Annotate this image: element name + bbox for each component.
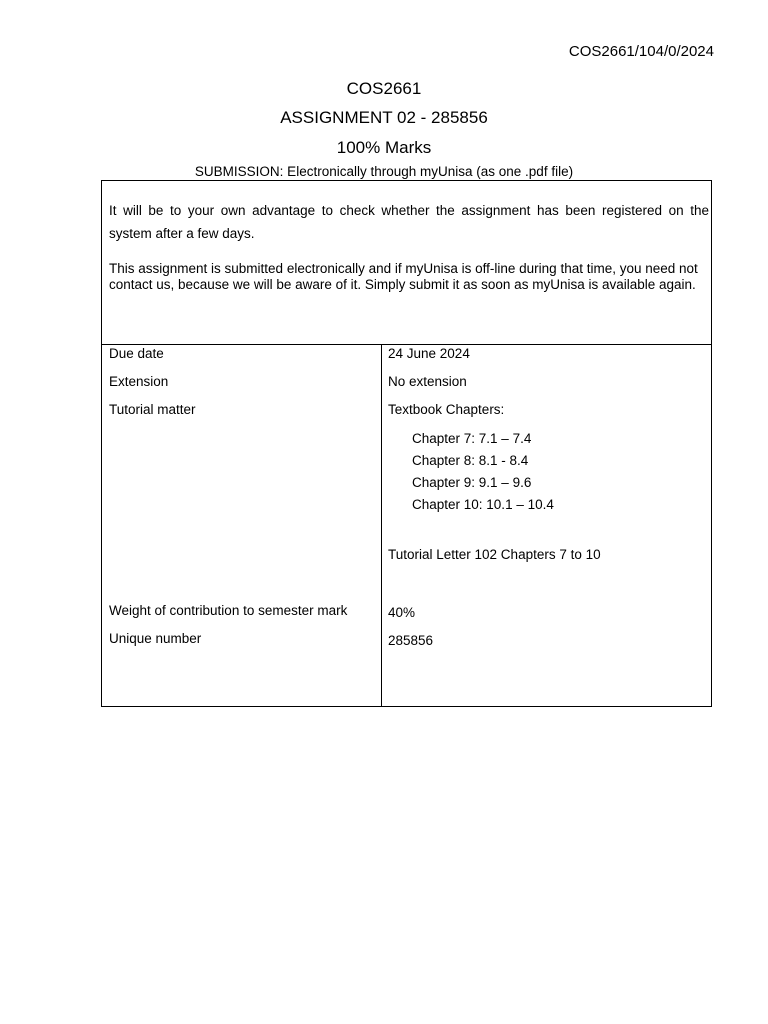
unique-number-value: 285856 xyxy=(388,633,434,648)
extension-label: Extension xyxy=(109,374,169,389)
textbook-chapters-heading: Textbook Chapters: xyxy=(388,402,505,417)
notice-paragraph-registration: It will be to your own advantage to check whether the assignment has been registered on the system after a few days. xyxy=(109,203,709,241)
column-divider xyxy=(381,345,382,707)
due-date-label: Due date xyxy=(109,346,164,361)
course-code: COS2661 xyxy=(346,79,422,98)
due-date-value: 24 June 2024 xyxy=(388,346,470,361)
tutorial-letter: Tutorial Letter 102 Chapters 7 to 10 xyxy=(388,547,601,562)
assignment-info-box xyxy=(101,180,712,707)
chapter-item: Chapter 10: 10.1 – 10.4 xyxy=(412,497,554,512)
chapter-item: Chapter 9: 9.1 – 9.6 xyxy=(412,475,532,490)
document-code: COS2661/104/0/2024 xyxy=(568,43,714,60)
submission-line: SUBMISSION: Electronically through myUnisa (as one .pdf file) xyxy=(194,164,574,179)
notice-paragraph-offline: This assignment is submitted electronically and if myUnisa is off-line during that time, you need not contact us, because we will be aware of it. Simply submit it as soon as myUnisa is available again. xyxy=(109,261,698,292)
extension-value: No extension xyxy=(388,374,467,389)
chapter-item: Chapter 7: 7.1 – 7.4 xyxy=(412,431,532,446)
weight-value: 40% xyxy=(388,605,416,620)
chapter-item: Chapter 8: 8.1 - 8.4 xyxy=(412,453,529,468)
tutorial-matter-label: Tutorial matter xyxy=(109,402,196,417)
unique-number-label: Unique number xyxy=(109,631,202,646)
marks-heading: 100% Marks xyxy=(336,138,432,157)
notice-section xyxy=(102,181,711,345)
assignment-title: ASSIGNMENT 02 - 285856 xyxy=(280,108,488,127)
weight-label: Weight of contribution to semester mark xyxy=(109,603,348,618)
